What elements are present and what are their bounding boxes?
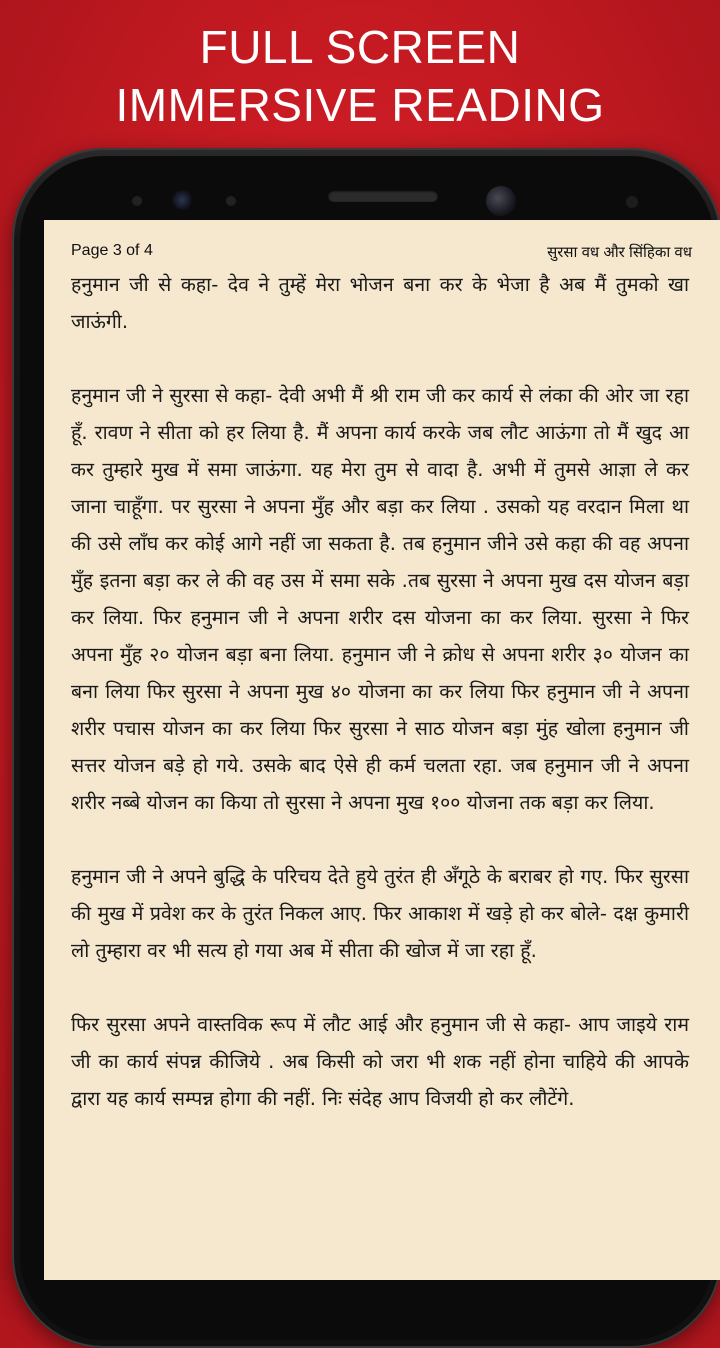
promo-title — [0, 18, 720, 134]
proximity-sensor-icon — [132, 196, 142, 206]
light-sensor-icon — [226, 196, 236, 206]
earpiece-speaker — [328, 190, 438, 202]
phone-frame — [12, 148, 720, 1348]
led-indicator-icon — [626, 196, 638, 208]
paragraph: फिर सुरसा अपने वास्तविक रूप में लौट आई और हनुमान जी से कहा- आप जाइये राम जी का कार्य संपन्न कीजिये . अब किसी को जरा भी शक नहीं होना चाहिये की आपके द्वारा यह कार्य सम्पन्न होगा की नहीं. निः संदेह आप विजयी हो कर लौटेंगे. — [71, 1013, 689, 1110]
front-camera-icon — [172, 190, 192, 210]
iris-scanner-icon — [486, 186, 516, 216]
paragraph: हनुमान जी ने अपने बुद्धि के परिचय देते हुये तुरंत ही अँगूठे के बराबर हो गए. फिर सुरसा की मुख में प्रवेश कर के तुरंत निकल आए. फिर आकाश में खड़े हो कर बोले- दक्ष कुमारी लो तुम्हारा वर भी सत्य हो गया अब में सीता की खोज में जा रहा हूँ. — [71, 865, 689, 962]
reading-content[interactable] — [71, 266, 689, 1154]
paragraph: हनुमान जी से कहा- देव ने तुम्हें मेरा भोजन बना कर के भेजा है अब मैं तुमको खा जाऊंगी. — [71, 273, 689, 333]
page-indicator: Page 3 of 4 — [71, 242, 153, 259]
chapter-title: सुरसा वध और सिंहिका वध — [547, 244, 692, 261]
promo-title-line-2: IMMERSIVE READING — [115, 79, 605, 131]
reader-screen[interactable] — [44, 220, 720, 1280]
paragraph: हनुमान जी ने सुरसा से कहा- देवी अभी मैं श्री राम जी कर कार्य से लंका की ओर जा रहा हूँ. रावण ने सीता को हर लिया है. मैं अपना कार्य करके जब लौट आऊंगा तो मैं खुद आ कर तुम्हारे मुख में समा जाऊंगा. यह मेरा तुम से वादा है. अभी में तुमसे आज्ञा ले कर जाना चाहूँगा. पर सुरसा ने अपना मुँह और बड़ा कर लिया . उसको यह वरदान मिला था की उसे लाँघ कर कोई आगे नहीं जा सकता है. तब हनुमान जीने उसे कहा की वह अपना मुँह इतना बड़ा कर ले की वह उस में समा सके .तब सुरसा ने अपना मुख दस योजन बड़ा कर लिया. फिर हनुमान जी ने अपना शरीर दस योजना का कर लिया. सुरसा ने फिर अपना मुँह २० योजन बड़ा बना लिया. हनुमान जी ने क्रोध से अपना शरीर ३० योजन का बना लिया फिर सुरसा ने अपना मुख ४० योजना का कर लिया फिर हनुमान जी ने अपना शरीर पचास योजन का कर लिया फिर सुरसा ने साठ योजन बड़ा मुंह खोला हनुमान जी सत्तर योजन बड़े हो गये. उसके बाद ऐसे ही कर्म चलता रहा. जब हनुमान जी ने अपना शरीर नब्बे योजन का किया तो सुरसा ने अपना मुख १०० योजना तक बड़ा कर लिया. — [71, 384, 689, 814]
promo-title-line-1: FULL SCREEN — [199, 21, 521, 73]
